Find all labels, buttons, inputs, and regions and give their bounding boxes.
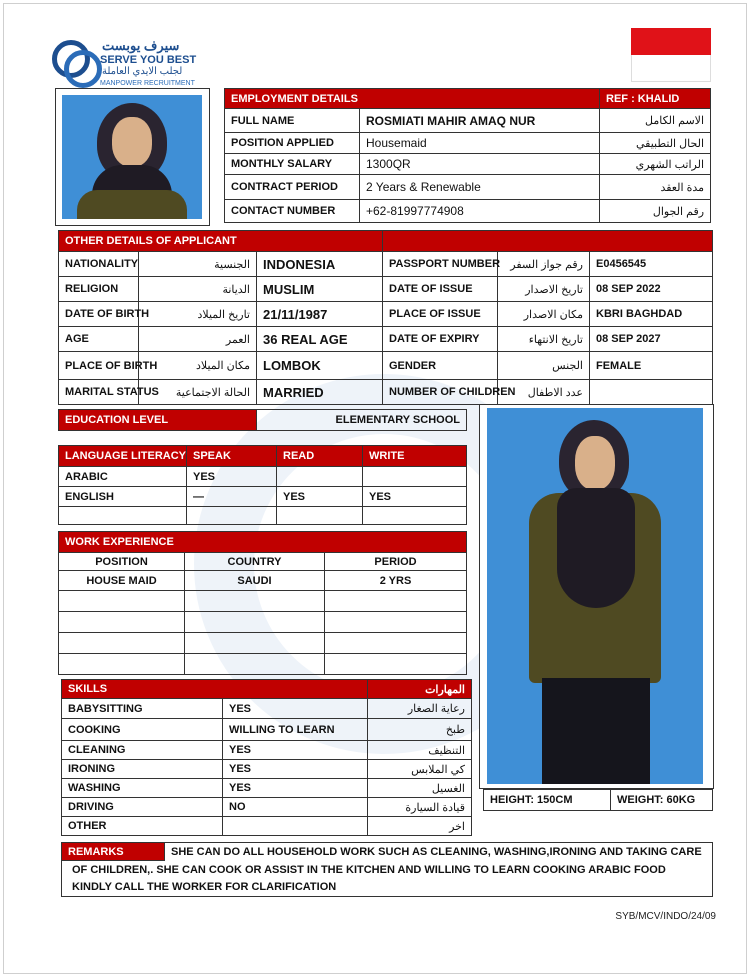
skill-value: YES	[223, 741, 368, 760]
marital-arabic: الحالة الاجتماعية	[139, 380, 257, 405]
religion-label: RELIGION	[59, 277, 139, 302]
write-header: WRITE	[363, 446, 467, 467]
skill-value: NO	[223, 798, 368, 817]
logo-arabic: سيرف يوبست	[102, 38, 180, 53]
work-row-period	[325, 633, 467, 654]
issue-date-arabic: تاريخ الاصدار	[498, 277, 590, 302]
portrait-photo-frame	[55, 88, 210, 226]
skill-value: YES	[223, 699, 368, 719]
speak-cell	[187, 507, 277, 525]
position-column-header: POSITION	[59, 553, 185, 571]
passport-label: PASSPORT NUMBER	[383, 252, 498, 277]
read-header: READ	[277, 446, 363, 467]
skill-arabic: كي الملابس	[368, 760, 472, 779]
language-row: ARABIC	[59, 467, 187, 487]
contract-arabic: مدة العقد	[600, 175, 711, 200]
contract-value: 2 Years & Renewable	[360, 175, 600, 200]
skill-arabic: رعاية الصغار	[368, 699, 472, 719]
language-row	[59, 507, 187, 525]
work-row-period	[325, 591, 467, 612]
skill-value	[223, 817, 368, 836]
work-experience-header: WORK EXPERIENCE	[59, 532, 467, 553]
work-row-position	[59, 612, 185, 633]
work-row-period	[325, 612, 467, 633]
write-cell	[363, 507, 467, 525]
language-header: LANGUAGE LITERACY	[59, 446, 187, 467]
full-body-photo-frame	[479, 404, 714, 789]
full-name-arabic: الاسم الكامل	[600, 109, 711, 133]
issue-date-value: 08 SEP 2022	[590, 277, 713, 302]
other-details-table	[58, 230, 713, 405]
skill-arabic: قيادة السيارة	[368, 798, 472, 817]
skill-arabic: التنظيف	[368, 741, 472, 760]
remarks-line-3: KINDLY CALL THE WORKER FOR CLARIFICATION	[62, 879, 713, 897]
work-row-country	[185, 591, 325, 612]
issue-date-label: DATE OF ISSUE	[383, 277, 498, 302]
skill-name: IRONING	[62, 760, 223, 779]
contact-label: CONTACT NUMBER	[225, 200, 360, 223]
remarks-table	[61, 842, 713, 897]
birthplace-label: PLACE OF BIRTH	[59, 352, 139, 380]
work-row-position	[59, 654, 185, 675]
remarks-line-1: SHE CAN DO ALL HOUSEHOLD WORK SUCH AS CLEANING, WASHING,IRONING AND TAKING CARE	[165, 843, 713, 861]
speak-cell: —	[187, 487, 277, 507]
children-value	[590, 380, 713, 405]
issue-place-label: PLACE OF ISSUE	[383, 302, 498, 327]
skill-name: WASHING	[62, 779, 223, 798]
passport-arabic: رقم جواز السفر	[498, 252, 590, 277]
passport-value: E0456545	[590, 252, 713, 277]
position-arabic: الحال التطبيقي	[600, 133, 711, 154]
remarks-line-2: OF CHILDREN,. SHE CAN COOK OR ASSIST IN THE KITCHEN AND WILLING TO LEARN COOKING ARABIC FOOD	[62, 861, 713, 879]
education-label: EDUCATION LEVEL	[59, 410, 257, 431]
work-row-country	[185, 654, 325, 675]
skill-value: WILLING TO LEARN	[223, 719, 368, 741]
cv-page	[3, 3, 747, 974]
period-column-header: PERIOD	[325, 553, 467, 571]
skills-table	[61, 679, 472, 836]
religion-value: MUSLIM	[257, 277, 383, 302]
full-name-label: FULL NAME	[225, 109, 360, 133]
skills-header-arabic: المهارات	[368, 680, 472, 699]
gender-value: FEMALE	[590, 352, 713, 380]
age-value: 36 REAL AGE	[257, 327, 383, 352]
education-table	[58, 409, 467, 431]
skill-value: YES	[223, 760, 368, 779]
skills-header: SKILLS	[62, 680, 368, 699]
logo-sub: MANPOWER RECRUITMENT	[100, 80, 195, 87]
remarks-label: REMARKS	[62, 843, 165, 861]
read-cell	[277, 467, 363, 487]
salary-arabic: الراتب الشهري	[600, 154, 711, 175]
expiry-value: 08 SEP 2027	[590, 327, 713, 352]
contact-arabic: رقم الجوال	[600, 200, 711, 223]
contract-label: CONTRACT PERIOD	[225, 175, 360, 200]
read-cell: YES	[277, 487, 363, 507]
full-name-value: ROSMIATI MAHIR AMAQ NUR	[360, 109, 600, 133]
children-arabic: عدد الاطفال	[498, 380, 590, 405]
age-arabic: العمر	[139, 327, 257, 352]
education-value: ELEMENTARY SCHOOL	[257, 410, 467, 431]
work-row-period: 2 YRS	[325, 571, 467, 591]
employment-header: EMPLOYMENT DETAILS	[225, 89, 600, 109]
work-row-country	[185, 612, 325, 633]
language-table	[58, 445, 467, 525]
document-code: SYB/MCV/INDO/24/09	[615, 911, 716, 922]
company-logo	[52, 38, 197, 90]
logo-arabic-sub: لجلب الايدي العاملة	[102, 66, 183, 77]
contact-value: +62-81997774908	[360, 200, 600, 223]
language-row: ENGLISH	[59, 487, 187, 507]
speak-cell: YES	[187, 467, 277, 487]
nationality-value: INDONESIA	[257, 252, 383, 277]
write-cell: YES	[363, 487, 467, 507]
skill-name: BABYSITTING	[62, 699, 223, 719]
measurements-table	[483, 789, 713, 811]
speak-header: SPEAK	[187, 446, 277, 467]
other-details-header: OTHER DETAILS OF APPLICANT	[59, 231, 383, 252]
skill-arabic: اخر	[368, 817, 472, 836]
nationality-arabic: الجنسية	[139, 252, 257, 277]
skill-name: CLEANING	[62, 741, 223, 760]
marital-value: MARRIED	[257, 380, 383, 405]
age-label: AGE	[59, 327, 139, 352]
skill-value: YES	[223, 779, 368, 798]
nationality-label: NATIONALITY	[59, 252, 139, 277]
full-body-photo	[487, 408, 703, 784]
ref-label: REF : KHALID	[600, 89, 711, 109]
salary-value: 1300QR	[360, 154, 600, 175]
indonesia-flag	[631, 28, 711, 82]
logo-name: SERVE YOU BEST	[100, 54, 197, 66]
dob-value: 21/11/1987	[257, 302, 383, 327]
issue-place-arabic: مكان الاصدار	[498, 302, 590, 327]
dob-label: DATE OF BIRTH	[59, 302, 139, 327]
children-label: NUMBER OF CHILDREN	[383, 380, 498, 405]
expiry-label: DATE OF EXPIRY	[383, 327, 498, 352]
height-value: HEIGHT: 150CM	[484, 790, 611, 811]
work-row-period	[325, 654, 467, 675]
skill-name: OTHER	[62, 817, 223, 836]
work-row-country: SAUDI	[185, 571, 325, 591]
portrait-photo	[62, 95, 202, 219]
other-details-header-right	[383, 231, 713, 252]
work-experience-table	[58, 531, 467, 675]
position-label: POSITION APPLIED	[225, 133, 360, 154]
read-cell	[277, 507, 363, 525]
employment-details-table	[224, 88, 711, 223]
skill-name: DRIVING	[62, 798, 223, 817]
birthplace-arabic: مكان الميلاد	[139, 352, 257, 380]
skill-arabic: الغسيل	[368, 779, 472, 798]
expiry-arabic: تاريخ الانتهاء	[498, 327, 590, 352]
country-column-header: COUNTRY	[185, 553, 325, 571]
work-row-country	[185, 633, 325, 654]
dob-arabic: تاريخ الميلاد	[139, 302, 257, 327]
skill-arabic: طبخ	[368, 719, 472, 741]
skill-name: COOKING	[62, 719, 223, 741]
work-row-position: HOUSE MAID	[59, 571, 185, 591]
salary-label: MONTHLY SALARY	[225, 154, 360, 175]
gender-label: GENDER	[383, 352, 498, 380]
work-row-position	[59, 633, 185, 654]
religion-arabic: الديانة	[139, 277, 257, 302]
gender-arabic: الجنس	[498, 352, 590, 380]
issue-place-value: KBRI BAGHDAD	[590, 302, 713, 327]
work-row-position	[59, 591, 185, 612]
position-value: Housemaid	[360, 133, 600, 154]
weight-value: WEIGHT: 60KG	[611, 790, 713, 811]
marital-label: MARITAL STATUS	[59, 380, 139, 405]
birthplace-value: LOMBOK	[257, 352, 383, 380]
write-cell	[363, 467, 467, 487]
